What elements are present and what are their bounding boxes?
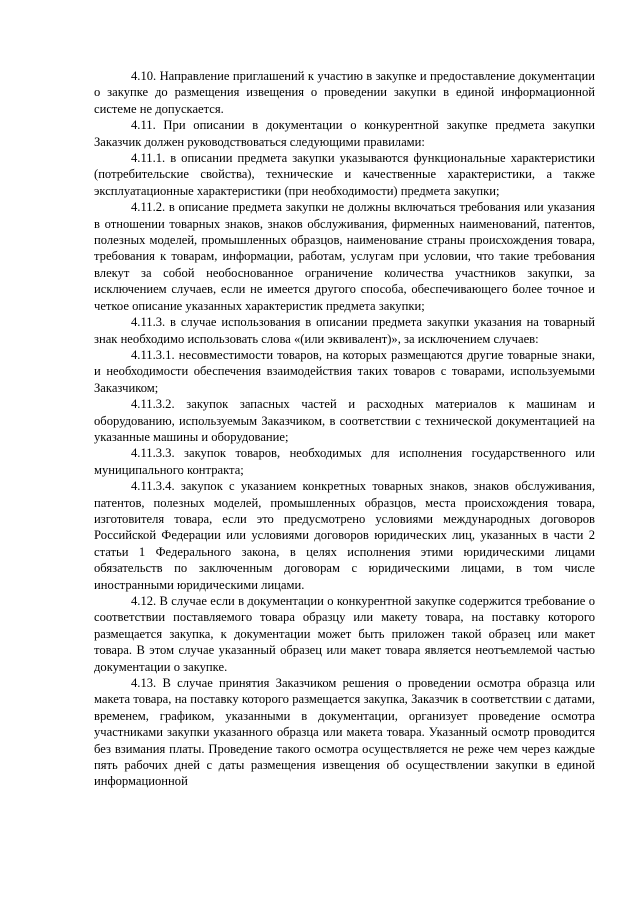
- paragraph-4-10: 4.10. Направление приглашений к участию в закупке и предоставление документации о закупке до размещения извещения о проведении закупки в единой информационной системе не допускается.: [94, 69, 595, 116]
- paragraph-4-11-2: 4.11.2. в описание предмета закупки не должны включаться требования или указания в отношении товарных знаков, знаков обслуживания, фирменных наименований, патентов, полезных моделей, промышленных образцов, наименование страны происхождения товара, требования к товарам, информации, работам, услугам при условии, что такие требования влекут за собой необоснованное ограничение количества участников закупки, за исключением случаев, если не имеется другого способа, обеспечивающего более точное и четкое описание указанных характеристик предмета закупки;: [94, 200, 595, 313]
- paragraph-4-11-3-1: 4.11.3.1. несовместимости товаров, на которых размещаются другие товарные знаки, и необходимости обеспечения взаимодействия таких товаров с товарами, используемыми Заказчиком;: [94, 347, 595, 395]
- paragraph-4-12: 4.12. В случае если в документации о конкурентной закупке содержится требование о соответствии поставляемого товара образцу или макету товара, на поставку которого размещается закупка, к документации может быть приложен такой образец или макет товара. В этом случае указанный образец или макет товара является неотъемлемой частью документации о закупке.: [94, 594, 595, 674]
- paragraph-4-11-1: 4.11.1. в описании предмета закупки указываются функциональные характеристики (потребительские свойства), технические и качественные характеристики, а также эксплуатационные характеристики (при необходимости) предмета закупки;: [94, 151, 595, 198]
- paragraph-4-11-3-3: 4.11.3.3. закупок товаров, необходимых для исполнения государственного или муниципального контракта;: [94, 446, 595, 477]
- document-page: [94, 68, 595, 790]
- paragraph-4-11: 4.11. При описании в документации о конкурентной закупке предмета закупки Заказчик должен руководствоваться следующими правилами:: [94, 118, 595, 149]
- paragraph-4-11-3: 4.11.3. в случае использования в описании предмета закупки указания на товарный знак необходимо использовать слова «(или эквивалент)», за исключением случаев:: [94, 315, 595, 346]
- paragraph-4-11-3-4: 4.11.3.4. закупок с указанием конкретных товарных знаков, знаков обслуживания, патентов, полезных моделей, промышленных образцов, места происхождения товара, изготовителя товара, если это предусмотрено условиями международных договоров Российской Федерации или условиями договоров юридических лиц, указанных в части 2 статьи 1 Федерального закона, в целях исполнения этими юридическими лицами обязательств по заключенным договорам с юридическими лицами, в том числе иностранными юридическими лицами.: [94, 479, 595, 592]
- paragraph-4-11-3-2: 4.11.3.2. закупок запасных частей и расходных материалов к машинам и оборудованию, используемым Заказчиком, в соответствии с технической документацией на указанные машины и оборудование;: [94, 397, 595, 444]
- paragraph-4-13: 4.13. В случае принятия Заказчиком решения о проведении осмотра образца или макета товара, на поставку которого размещается закупка, Заказчик в соответствии с датами, временем, графиком, указанными в документации, организует проведение осмотра участниками закупки указанного образца или макета товара. Указанный осмотр проводится без взимания платы. Проведение такого осмотра осуществляется не реже чем через каждые пять рабочих дней с даты размещения извещения об осуществлении закупки в единой информационной: [94, 676, 595, 789]
